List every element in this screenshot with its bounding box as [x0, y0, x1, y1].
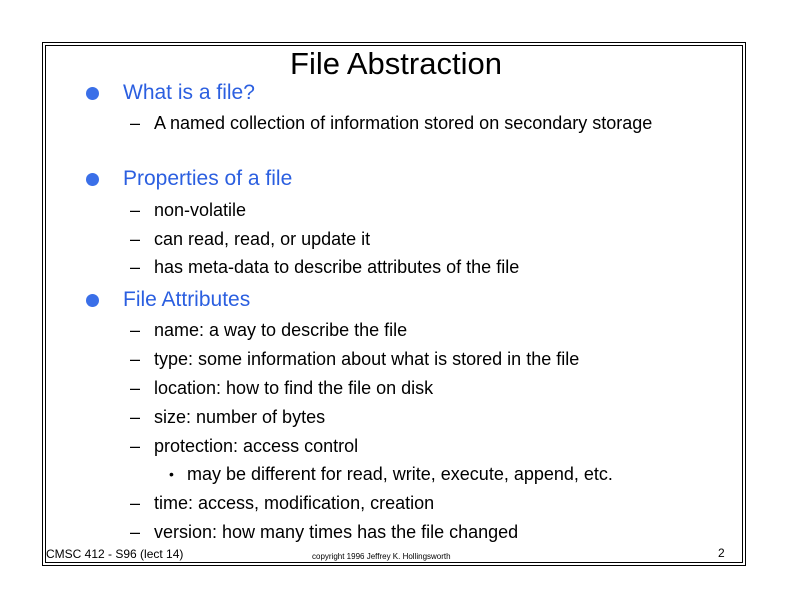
list-item-text: location: how to find the file on disk: [154, 378, 434, 398]
list-item-text: A named collection of information stored on secondary storage: [154, 113, 653, 133]
dash-icon: –: [130, 493, 141, 513]
list-item: [130, 347, 579, 371]
dash-icon: –: [130, 378, 141, 398]
list-item: [130, 434, 358, 458]
list-item: [130, 198, 246, 222]
section-heading: File Attributes: [123, 288, 251, 311]
footer-copyright: copyright 1996 Jeffrey K. Hollingsworth: [312, 552, 451, 561]
list-item-text: type: some information about what is stored in the file: [154, 349, 580, 369]
list-item-text: size: number of bytes: [154, 407, 326, 427]
list-item: [130, 318, 407, 342]
dash-icon: –: [130, 113, 141, 133]
section-what-is-a-file: [86, 78, 255, 108]
list-item: [130, 376, 433, 400]
dash-icon: –: [130, 229, 141, 249]
list-item: [169, 462, 613, 486]
list-item: [130, 255, 519, 279]
list-item: [130, 227, 370, 251]
page-number: 2: [718, 546, 725, 560]
list-item-text: time: access, modification, creation: [154, 493, 435, 513]
section-properties-of-a-file: [86, 164, 292, 194]
dash-icon: –: [130, 522, 141, 542]
small-bullet-icon: •: [169, 466, 174, 482]
dash-icon: –: [130, 407, 141, 427]
list-item: [130, 111, 654, 135]
section-heading: Properties of a file: [123, 167, 293, 190]
list-item-text: name: a way to describe the file: [154, 320, 408, 340]
list-item: [130, 405, 325, 429]
list-item: [130, 520, 518, 544]
dash-icon: –: [130, 200, 141, 220]
list-item-text: has meta-data to describe attributes of the file: [154, 257, 520, 277]
footer-course-label: CMSC 412 - S96 (lect 14): [46, 547, 184, 561]
list-item: [130, 491, 434, 515]
section-heading: What is a file?: [123, 81, 255, 104]
dash-icon: –: [130, 320, 141, 340]
list-item-text: can read, read, or update it: [154, 229, 371, 249]
dash-icon: –: [130, 257, 141, 277]
bullet-dot-icon: [86, 294, 99, 307]
dash-icon: –: [130, 436, 141, 456]
slide-title: File Abstraction: [290, 46, 502, 81]
list-item-text: version: how many times has the file changed: [154, 522, 519, 542]
bullet-dot-icon: [86, 173, 99, 186]
list-item-text: protection: access control: [154, 436, 359, 456]
section-file-attributes: [86, 285, 250, 315]
list-item-text: non-volatile: [154, 200, 247, 220]
dash-icon: –: [130, 349, 141, 369]
bullet-dot-icon: [86, 87, 99, 100]
list-item-text: may be different for read, write, execute, append, etc.: [187, 464, 613, 484]
